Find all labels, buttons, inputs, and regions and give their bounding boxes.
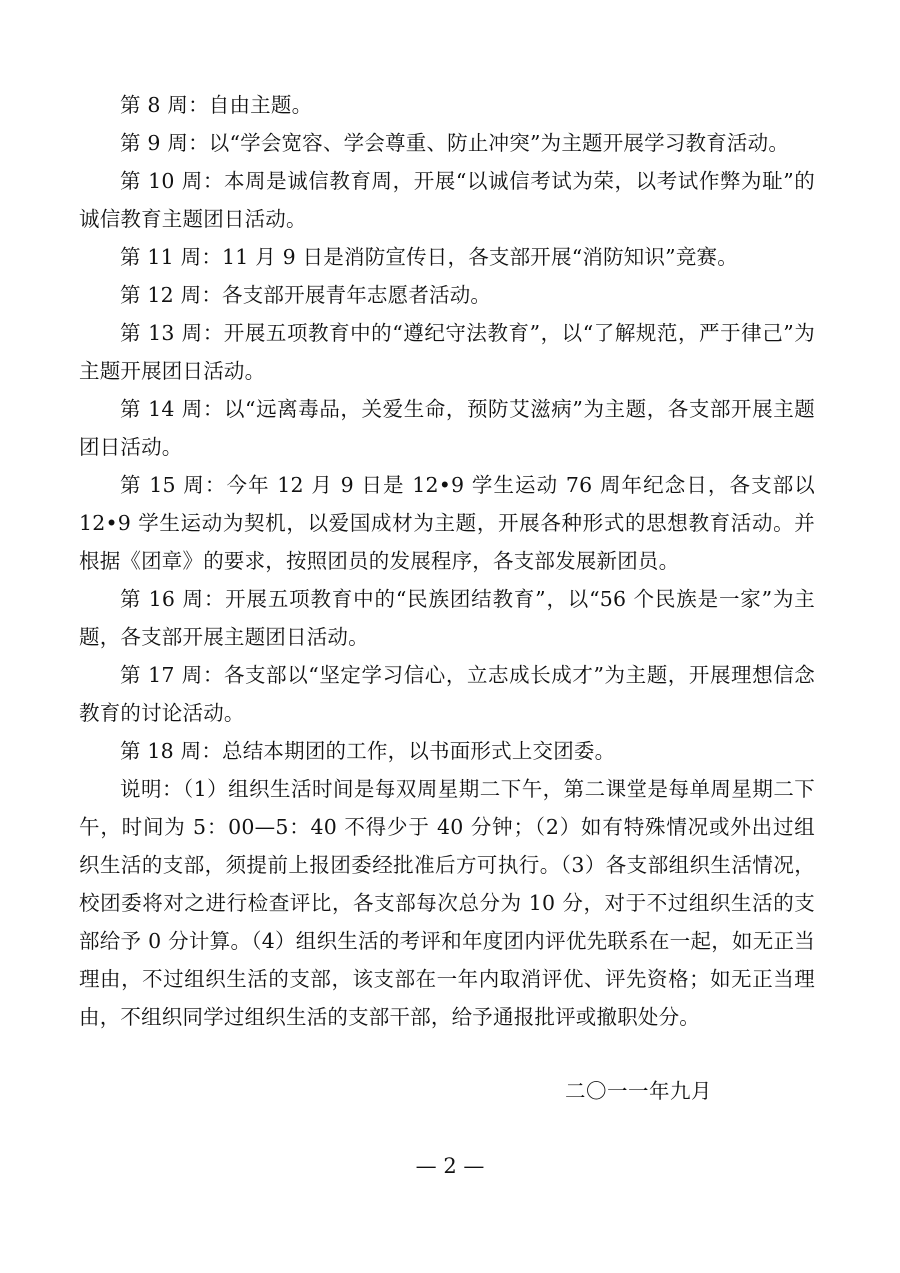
document-body: [79, 86, 815, 1036]
page-number: — 2 —: [415, 1154, 485, 1178]
paragraph-week-17: 第 17 周：各支部以“坚定学习信心，立志成长成才”为主题，开展理想信念教育的讨论活动。: [79, 663, 815, 725]
document-date: 二〇一一年九月: [565, 1079, 712, 1103]
paragraph-week-11: 第 11 周：11 月 9 日是消防宣传日，各支部开展“消防知识”竞赛。: [120, 245, 738, 269]
paragraph-week-14: 第 14 周：以“远离毒品，关爱生命，预防艾滋病”为主题，各支部开展主题团日活动。: [79, 397, 815, 459]
paragraph-week-9: 第 9 周：以“学会宽容、学会尊重、防止冲突”为主题开展学习教育活动。: [120, 131, 790, 155]
paragraph-week-12: 第 12 周：各支部开展青年志愿者活动。: [120, 283, 492, 307]
paragraph-week-13: 第 13 周：开展五项教育中的“遵纪守法教育”，以“了解规范，严于律己”为主题开展团日活动。: [79, 321, 815, 383]
paragraph-notes: 说明：（1）组织生活时间是每双周星期二下午，第二课堂是每单周星期二下午，时间为 5：00—5：40 不得少于 40 分钟；（2）如有特殊情况或外出过组织生活的支部，须提前上报团委经批准后方可执行。（3）各支部组织生活情况，校团委将对之进行检查评比，各支部每次总分为 10 分，对于不过组织生活的支部给予 0 分计算。（4）组织生活的考评和年度团内评优先联系在一起，如无正当理由，不过组织生活的支部，该支部在一年内取消评优、评先资格；如无正当理由，不组织同学过组织生活的支部干部，给予通报批评或撤职处分。: [79, 777, 815, 1029]
paragraph-week-15: 第 15 周：今年 12 月 9 日是 12•9 学生运动 76 周年纪念日，各支部以 12•9 学生运动为契机，以爱国成材为主题，开展各种形式的思想教育活动。并根据《团章》的要求，按照团员的发展程序，各支部发展新团员。: [79, 473, 815, 573]
paragraph-week-16: 第 16 周：开展五项教育中的“民族团结教育”，以“56 个民族是一家”为主题，各支部开展主题团日活动。: [79, 587, 815, 649]
paragraph-week-8: 第 8 周：自由主题。: [120, 93, 313, 117]
paragraph-week-10: 第 10 周：本周是诚信教育周，开展“以诚信考试为荣，以考试作弊为耻”的诚信教育主题团日活动。: [79, 169, 815, 231]
paragraph-week-18: 第 18 周：总结本期团的工作，以书面形式上交团委。: [120, 739, 616, 763]
